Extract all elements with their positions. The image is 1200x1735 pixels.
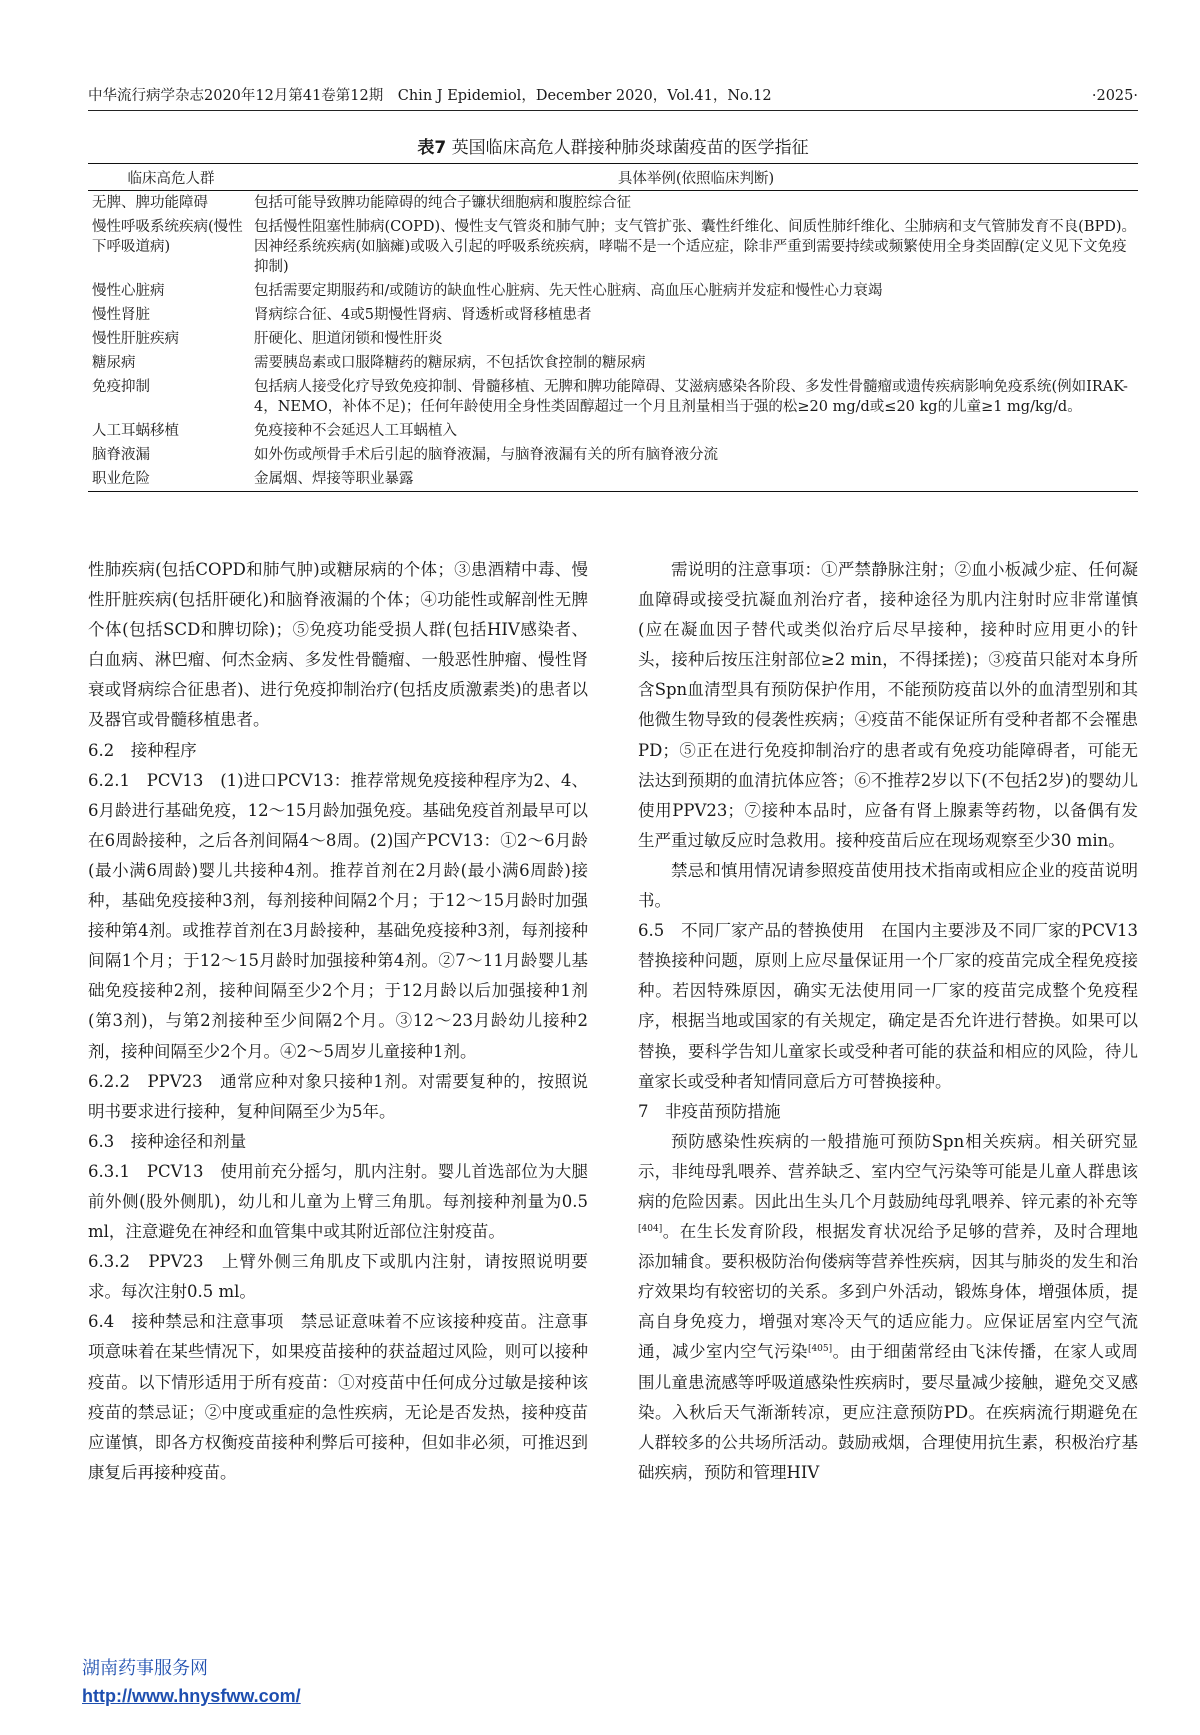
table-cell-examples: 肝硬化、胆道闭锁和慢性肝炎 xyxy=(254,331,443,347)
table-row xyxy=(88,303,1138,327)
page-number: ·2025· xyxy=(1091,88,1138,104)
table-cell-group: 慢性肾脏 xyxy=(92,307,150,323)
table-cell-examples: 包括慢性阻塞性肺病(COPD)、慢性支气管炎和肺气肿；支气管扩张、囊性纤维化、间质性肺纤维化、尘肺病和支气管肺发育不良(BPD)。因神经系统疾病(如脑瘫)或吸入引起的呼吸系统疾病，哮喘不是一个适应症，除非严重到需要持续或频繁使用全身类固醇(定义见下文免疫抑制) xyxy=(254,219,1137,275)
table-cell-examples: 金属烟、焊接等职业暴露 xyxy=(254,467,1138,492)
table-cell-group: 慢性肝脏疾病 xyxy=(92,331,179,347)
table-cell-group: 脑脊液漏 xyxy=(92,447,150,463)
paragraph-contraindications-note: 禁忌和慎用情况请参照疫苗使用技术指南或相应企业的疫苗说明书。 xyxy=(638,860,1138,911)
table-row xyxy=(88,419,1138,443)
citation-405[interactable]: [405] xyxy=(807,1344,833,1355)
paragraph-6-3-1: 6.3.1 PCV13 使用前充分摇匀，肌内注射。婴儿首选部位为大腿前外侧(股外侧肌)，幼儿和儿童为上臂三角肌。每剂接种剂量为0.5 ml，注意避免在神经和血管集中或其附近部位注射疫苗。 xyxy=(88,1161,588,1242)
paragraph-6-3-2: 6.3.2 PPV23 上臂外侧三角肌皮下或肌内注射，请按照说明要求。每次注射0.5 ml。 xyxy=(88,1252,588,1302)
table-title: 英国临床高危人群接种肺炎球菌疫苗的医学指征 xyxy=(451,138,809,158)
table-row xyxy=(88,375,1138,419)
journal-citation: 中华流行病学杂志2020年12月第41卷第12期 Chin J Epidemiol，December 2020，Vol.41，No.12 xyxy=(88,88,772,104)
paragraph-risk-groups: 性肺疾病(包括COPD和肺气肿)或糖尿病的个体；③患酒精中毒、慢性肝脏疾病(包括肝硬化)和脑脊液漏的个体；④功能性或解剖性无脾个体(包括SCD和脾切除)；⑤免疫功能受损人群(包括HIV感染者、白血病、淋巴瘤、何杰金病、多发性骨髓瘤、一般恶性肿瘤、慢性肾衰或肾病综合征患者)、进行免疫抑制治疗(包括皮质激素类)的患者以及器官或骨髓移植患者。 xyxy=(88,560,588,730)
table-row xyxy=(88,327,1138,351)
table-cell-examples: 包括需要定期服药和/或随访的缺血性心脏病、先天性心脏病、高血压心脏病并发症和慢性心力衰竭 xyxy=(254,283,883,299)
table-row xyxy=(88,215,1138,279)
paragraph-6-5: 6.5 不同厂家产品的替换使用 在国内主要涉及不同厂家的PCV13替换接种问题，原则上应尽量保证用一个厂家的疫苗完成全程免疫接种。若因特殊原因，确实无法使用同一厂家的疫苗完成整个免疫程序，根据当地或国家的有关规定，确定是否允许进行替换。如果可以替换，要科学告知儿童家长或受种者可能的获益和相应的风险，待儿童家长或受种者知情同意后方可替换接种。 xyxy=(638,921,1138,1091)
running-header xyxy=(88,82,1138,111)
paragraph-6-4: 6.4 接种禁忌和注意事项 禁忌证意味着不应该接种疫苗。注意事项意味着在某些情况下，如果疫苗接种的获益超过风险，则可以接种疫苗。以下情形适用于所有疫苗：①对疫苗中任何成分过敏是接种该疫苗的禁忌证；②中度或重症的急性疾病，无论是否发热，接种疫苗应谨慎，即各方权衡疫苗接种利弊后可接种，但如非必须，可推迟到康复后再接种疫苗。 xyxy=(88,1312,588,1482)
table-cell-examples: 包括病人接受化疗导致免疫抑制、骨髓移植、无脾和脾功能障碍、艾滋病感染各阶段、多发性骨髓瘤或遗传疾病影响免疫系统(例如IRAK-4，NEMO，补体不足)；任何年龄使用全身性类固醇超过一个月且剂量相当于强的松≥20 mg/d或≤20 kg的儿童≥1 mg/kg/d。 xyxy=(254,379,1128,415)
table-row xyxy=(88,191,1138,216)
indications-table xyxy=(88,163,1138,492)
table-cell-examples: 包括可能导致脾功能障碍的纯合子镰状细胞病和腹腔综合征 xyxy=(254,195,631,211)
watermark-site-name: 湖南药事服务网 xyxy=(82,1658,208,1679)
table-cell-examples: 需要胰岛素或口服降糖药的糖尿病，不包括饮食控制的糖尿病 xyxy=(254,355,646,371)
table-cell-examples: 免疫接种不会延迟人工耳蜗植入 xyxy=(254,423,457,439)
table-row xyxy=(88,351,1138,375)
paragraph-6-2-2: 6.2.2 PPV23 通常应种对象只接种1剂。对需要复种的，按照说明书要求进行接种，复种间隔至少为5年。 xyxy=(88,1071,588,1121)
table-cell-examples: 肾病综合征、4或5期慢性肾病、肾透析或肾移植患者 xyxy=(254,307,592,323)
table-header-group: 临床高危人群 xyxy=(88,164,254,191)
section-heading-6-3: 6.3 接种途径和剂量 xyxy=(88,1131,247,1151)
table-cell-group: 慢性心脏病 xyxy=(92,283,165,299)
left-column xyxy=(88,555,588,1488)
table-row xyxy=(88,467,1138,492)
table-header-examples: 具体举例(依照临床判断) xyxy=(254,164,1138,191)
paragraph-7-part-c: 。由于细菌常经由飞沫传播，在家人或周围儿童患流感等呼吸道感染性疾病时，要尽量减少接触，避免交叉感染。入秋后天气渐渐转凉，更应注意预防PD。在疾病流行期避免在人群较多的公共场所活动。鼓励戒烟，合理使用抗生素，积极治疗基础疾病，预防和管理HIV xyxy=(638,1342,1139,1482)
paragraph-7-part-a: 预防感染性疾病的一般措施可预防Spn相关疾病。相关研究显示，非纯母乳喂养、营养缺乏、室内空气污染等可能是儿童人群患该病的危险因素。因此出生头几个月鼓励纯母乳喂养、锌元素的补充等 xyxy=(638,1131,1138,1211)
table-cell-group: 人工耳蜗移植 xyxy=(92,423,179,439)
watermark-url-link[interactable]: http://www.hnysfww.com/ xyxy=(82,1686,301,1706)
paragraph-7 xyxy=(638,1127,1138,1488)
table-caption xyxy=(88,136,1138,160)
table-cell-group: 慢性呼吸系统疾病(慢性下呼吸道病) xyxy=(92,219,243,255)
table-label: 表7 xyxy=(417,138,447,158)
paragraph-7-part-b: 。在生长发育阶段，根据发育状况给予足够的营养，及时合理地添加辅食。要积极防治佝偻病等营养性疾病，因其与肺炎的发生和治疗效果均有较密切的关系。多到户外活动，锻炼身体，增强体质，提高自身免疫力，增强对寒冷天气的适应能力。应保证居室内空气流通，减少室内空气污染 xyxy=(638,1222,1138,1362)
paragraph-precautions: 需说明的注意事项：①严禁静脉注射；②血小板减少症、任何凝血障碍或接受抗凝血剂治疗者，接种途径为肌内注射时应非常谨慎(应在凝血因子替代或类似治疗后尽早接种，接种时应用更小的针头，接种后按压注射部位≥2 min，不得揉搓)；③疫苗只能对本身所含Spn血清型具有预防保护作用，不能预防疫苗以外的血清型别和其他微生物导致的侵袭性疾病；④疫苗不能保证所有受种者都不会罹患PD；⑤正在进行免疫抑制治疗的患者或有免疫功能障碍者，可能无法达到预期的血清抗体应答；⑥不推荐2岁以下(不包括2岁)的婴幼儿使用PPV23；⑦接种本品时，应备有肾上腺素等药物，以备偶有发生严重过敏反应时急救用。接种疫苗后应在现场观察至少30 min。 xyxy=(638,560,1138,850)
paragraph-6-2-1: 6.2.1 PCV13 (1)进口PCV13：推荐常规免疫接种程序为2、4、6月龄进行基础免疫，12～15月龄加强免疫。基础免疫首剂最早可以在6周龄接种，之后各剂间隔4～8周。(2)国产PCV13：①2～6月龄(最小满6周龄)婴儿共接种4剂。推荐首剂在2月龄(最小满6周龄)接种，基础免疫接种3剂，每剂接种间隔2个月；于12～15月龄时加强接种第4剂。或推荐首剂在3月龄接种，基础免疫接种3剂，每剂接种间隔1个月；于12～15月龄时加强接种第4剂。②7～11月龄婴儿基础免疫接种2剂，接种间隔至少2个月；于12月龄以后加强接种1剂(第3剂)，与第2剂接种至少间隔2个月。③12～23月龄幼儿接种2剂，接种间隔至少2个月。④2～5周岁儿童接种1剂。 xyxy=(88,770,588,1061)
section-heading-7: 7 非疫苗预防措施 xyxy=(638,1101,781,1121)
table-cell-group: 糖尿病 xyxy=(92,355,136,371)
section-heading-6-2: 6.2 接种程序 xyxy=(88,740,197,760)
table-cell-group: 职业危险 xyxy=(88,467,254,492)
citation-404[interactable]: [404] xyxy=(638,1224,663,1235)
table-row xyxy=(88,443,1138,467)
right-column xyxy=(638,555,1138,1488)
table-row xyxy=(88,279,1138,303)
table-cell-group: 免疫抑制 xyxy=(92,379,150,395)
table-cell-examples: 如外伤或颅骨手术后引起的脑脊液漏，与脑脊液漏有关的所有脑脊液分流 xyxy=(254,447,718,463)
table-cell-group: 无脾、脾功能障碍 xyxy=(92,195,208,211)
